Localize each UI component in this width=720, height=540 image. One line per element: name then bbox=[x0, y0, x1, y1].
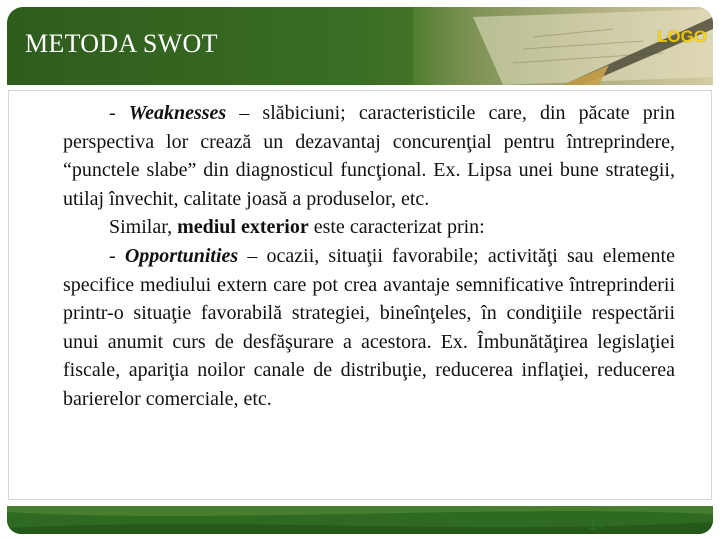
opportunities-text: – ocazii, situaţii favorabile; activităţi sau elemente specifice mediului extern care pot crea avantaje semnificative întreprinderii printr-o situaţie favorabilă strategiei, bineînţeles, în condiţiile respectării unui anumit curs de desfăşurare a acestora. Ex. Îmbunătăţirea legislaţiei fiscale, apariţia noilor canale de distribuţie, reducerea inflaţiei, reducerea barierelor comerciale, etc. bbox=[63, 244, 675, 410]
similar-after: este caracterizat prin: bbox=[308, 216, 485, 239]
similar-before: Similar, bbox=[109, 216, 178, 239]
weaknesses-term: Weaknesses bbox=[128, 102, 227, 124]
similar-paragraph bbox=[63, 213, 675, 242]
footer-bar bbox=[7, 506, 713, 534]
body-text bbox=[63, 99, 675, 414]
page-number: 14 bbox=[588, 516, 605, 533]
similar-bold: mediul exterior bbox=[177, 216, 309, 239]
weaknesses-prefix: - bbox=[109, 102, 129, 124]
weaknesses-text: – slăbiciuni; caracteristicile care, din păcate prin perspectiva lor crează un dezavantaj concurenţial pentru întreprindere, “punctele slabe” din diagnosticul funcţional. Ex. Lipsa unei bune strategii, utilaj învechit, calitate joasă a produselor, etc. bbox=[63, 102, 675, 210]
header-banner bbox=[7, 7, 713, 85]
weaknesses-paragraph bbox=[63, 99, 675, 213]
opportunities-term: Opportunities bbox=[124, 244, 239, 267]
opportunities-prefix: - bbox=[109, 244, 125, 267]
logo: LOGO bbox=[656, 27, 707, 46]
slide-title: METODA SWOT bbox=[25, 29, 218, 58]
opportunities-paragraph bbox=[63, 242, 675, 414]
footer-band-decoration bbox=[7, 506, 713, 534]
content-box bbox=[8, 90, 712, 500]
